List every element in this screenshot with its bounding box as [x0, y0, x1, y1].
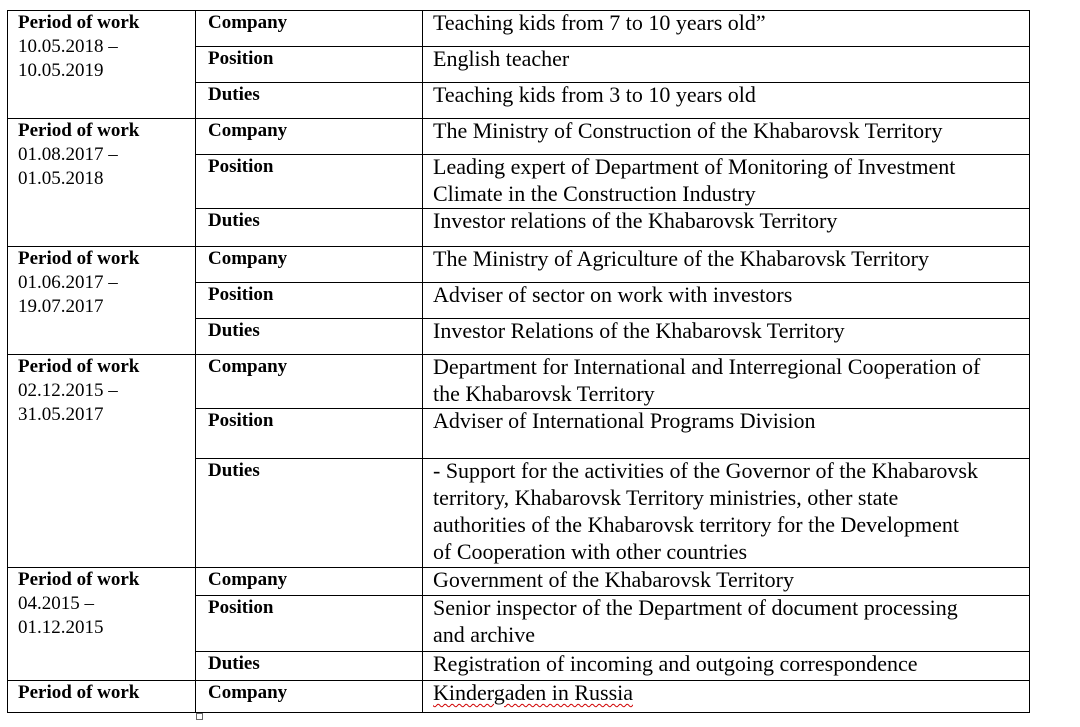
- position-label: Position: [208, 410, 274, 431]
- position-value: Adviser of sector on work with investors: [433, 282, 793, 307]
- period-dates: 02.12.2015 –: [18, 380, 118, 401]
- table-border: [7, 712, 1030, 713]
- period-of-work-label: Period of work: [18, 12, 140, 33]
- company-label: Company: [208, 120, 288, 141]
- table-resize-handle[interactable]: [196, 713, 203, 720]
- company-value: The Ministry of Agriculture of the Khabarovsk Territory: [433, 246, 929, 271]
- company-label: Company: [208, 248, 288, 269]
- period-dates: 19.07.2017: [18, 296, 104, 317]
- position-label: Position: [208, 284, 274, 305]
- company-value: The Ministry of Construction of the Khabarovsk Territory: [433, 118, 943, 143]
- duties-label: Duties: [208, 320, 260, 341]
- period-dates: 01.05.2018: [18, 168, 104, 189]
- position-value: Adviser of International Programs Division: [433, 408, 816, 433]
- duties-value: territory, Khabarovsk Territory ministries, other state: [433, 485, 899, 510]
- company-value: Department for International and Interregional Cooperation of: [433, 354, 981, 379]
- period-of-work-label: Period of work: [18, 120, 140, 141]
- period-dates: 10.05.2018 –: [18, 36, 118, 57]
- period-of-work-label: Period of work: [18, 569, 140, 590]
- position-value: and archive: [433, 622, 535, 647]
- work-history-table: [7, 10, 1029, 712]
- company-value: Teaching kids from 7 to 10 years old”: [433, 10, 766, 35]
- period-of-work-label: Period of work: [18, 356, 140, 377]
- duties-value: authorities of the Khabarovsk territory for the Development: [433, 512, 960, 537]
- position-value: English teacher: [433, 46, 570, 71]
- period-dates: 01.08.2017 –: [18, 144, 118, 165]
- position-label: Position: [208, 156, 274, 177]
- position-label: Position: [208, 48, 274, 69]
- duties-label: Duties: [208, 84, 260, 105]
- company-label: Company: [208, 569, 288, 590]
- duties-label: Duties: [208, 460, 260, 481]
- table-border: [195, 10, 196, 712]
- duties-value: Investor relations of the Khabarovsk Territory: [433, 208, 838, 233]
- period-dates: 31.05.2017: [18, 404, 104, 425]
- duties-value: - Support for the activities of the Governor of the Khabarovsk: [433, 458, 978, 483]
- duties-label: Duties: [208, 210, 260, 231]
- period-of-work-label: Period of work: [18, 248, 140, 269]
- table-border: [195, 46, 1030, 47]
- company-label: Company: [208, 356, 288, 377]
- duties-value: Investor Relations of the Khabarovsk Territory: [433, 318, 845, 343]
- company-label: Company: [208, 682, 288, 703]
- table-border: [1029, 10, 1030, 712]
- duties-value: Teaching kids from 3 to 10 years old: [433, 82, 756, 107]
- position-label: Position: [208, 597, 274, 618]
- position-value: Climate in the Construction Industry: [433, 181, 756, 206]
- duties-value: Registration of incoming and outgoing correspondence: [433, 651, 918, 676]
- company-value: Government of the Khabarovsk Territory: [433, 567, 794, 592]
- period-dates: 01.12.2015: [18, 617, 104, 638]
- position-value: Leading expert of Department of Monitoring of Investment: [433, 154, 956, 179]
- period-dates: 10.05.2019: [18, 60, 104, 81]
- duties-label: Duties: [208, 653, 260, 674]
- position-value: Senior inspector of the Department of document processing: [433, 595, 958, 620]
- duties-value: of Cooperation with other countries: [433, 539, 748, 564]
- company-label: Company: [208, 12, 288, 33]
- period-dates: 01.06.2017 –: [18, 272, 118, 293]
- period-dates: 04.2015 –: [18, 593, 94, 614]
- period-of-work-label: Period of work: [18, 682, 140, 703]
- company-value: Kindergaden in Russia: [433, 680, 634, 705]
- table-border: [7, 10, 8, 712]
- table-border: [422, 10, 423, 712]
- company-value: the Khabarovsk Territory: [433, 381, 655, 406]
